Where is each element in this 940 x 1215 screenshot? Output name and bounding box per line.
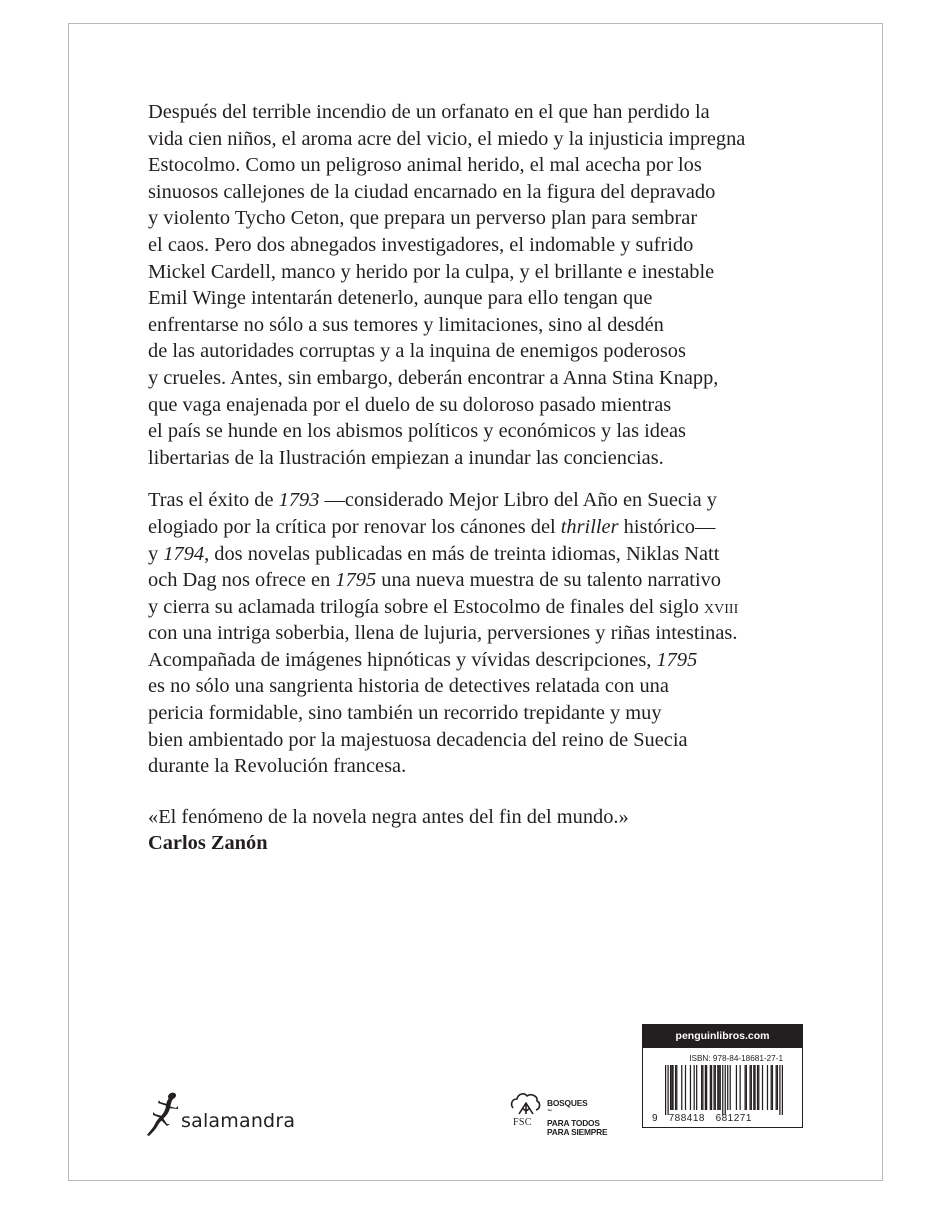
barcode-bar — [730, 1065, 731, 1110]
isbn-number: ISBN: 978-84-18681-27-1 — [689, 1054, 783, 1063]
synopsis-line: vida cien niños, el aroma acre del vicio, el miedo y la injusticia impregna — [148, 127, 746, 150]
barcode-bar — [762, 1065, 763, 1110]
synopsis-line: y violento Tycho Ceton, que prepara un perverso plan para sembrar — [148, 207, 698, 230]
barcode-bar — [767, 1065, 768, 1110]
barcode-bar — [705, 1065, 706, 1110]
synopsis-line: Emil Winge intentarán detenerlo, aunque para ello tengan que — [148, 287, 653, 310]
synopsis-line: Después del terrible incendio de un orfanato en el que han perdido la — [148, 101, 710, 123]
synopsis-line: Estocolmo. Como un peligroso animal herido, el mal acecha por los — [148, 154, 702, 177]
barcode-bar — [670, 1065, 671, 1110]
promo-line — [148, 541, 813, 568]
barcode-bar — [676, 1065, 677, 1110]
publisher-website: penguinlibros.com — [643, 1025, 802, 1048]
paragraph-gap — [148, 471, 813, 487]
century-numeral: xviii — [704, 595, 739, 618]
barcode-bar — [749, 1065, 750, 1110]
barcode-bar — [710, 1065, 711, 1110]
barcode-bar — [675, 1065, 676, 1110]
barcode-bar — [696, 1065, 697, 1110]
barcode-digits-right: 681271 — [715, 1113, 752, 1124]
fsc-mark — [509, 1090, 543, 1130]
barcode-bar — [725, 1065, 726, 1115]
barcode-bar — [776, 1065, 777, 1110]
barcode-bar — [758, 1065, 759, 1110]
barcode-bar — [754, 1065, 755, 1110]
paragraph-gap — [148, 780, 813, 804]
fsc-slogan-word: BOSQUES — [547, 1098, 588, 1108]
barcode-bar — [777, 1065, 778, 1110]
barcode-bar — [771, 1065, 772, 1110]
barcode-bars — [665, 1065, 783, 1115]
barcode-bar — [685, 1065, 686, 1110]
promo-line: durante la Revolución francesa. — [148, 755, 407, 778]
promo-text: histórico— — [618, 515, 716, 538]
barcode-bar — [722, 1065, 723, 1115]
promo-text: y — [148, 542, 164, 565]
publisher-logo — [145, 1091, 295, 1137]
barcode-bar — [779, 1065, 780, 1115]
synopsis-line: de las autoridades corruptas y a la inquina de enemigos poderosos — [148, 340, 686, 363]
barcode-digits — [652, 1113, 802, 1124]
blurb-quote — [148, 804, 813, 857]
synopsis-line: sinuosos callejones de la ciudad encarnado en la figura del depravado — [148, 180, 716, 203]
synopsis-line: libertarias de la Ilustración empiezan a inundar las conciencias. — [148, 446, 664, 469]
promo-line — [148, 567, 813, 594]
barcode-digits-left: 788418 — [668, 1113, 705, 1124]
synopsis-line: Mickel Cardell, manco y herido por la culpa, y el brillante e inestable — [148, 260, 715, 283]
promo-text: , dos novelas publicadas en más de treinta idiomas, Niklas Natt — [204, 542, 720, 565]
quote-text: «El fenómeno de la novela negra antes del fin del mundo.» — [148, 805, 629, 828]
barcode-bar — [746, 1065, 747, 1110]
book-title-1793: 1793 — [278, 489, 320, 512]
synopsis-line: que vaga enajenada por el duelo de su doloroso pasado mientras — [148, 393, 672, 416]
barcode-bar — [744, 1065, 745, 1110]
barcode-bar — [720, 1065, 721, 1110]
book-title-1795: 1795 — [656, 648, 698, 671]
book-title-1795: 1795 — [335, 569, 377, 592]
promo-text: Tras el éxito de — [148, 489, 279, 512]
barcode-bar — [717, 1065, 718, 1110]
genre-term: thriller — [560, 515, 619, 538]
fsc-label: FSC — [513, 1117, 532, 1128]
barcode-bar — [694, 1065, 695, 1110]
barcode-bar — [667, 1065, 668, 1115]
synopsis-line: el país se hunde en los abismos políticos y económicos y las ideas — [148, 420, 686, 443]
promo-line: con una intriga soberbia, llena de lujuria, perversiones y riñas intestinas. — [148, 622, 738, 645]
barcode-bar — [711, 1065, 712, 1110]
promo-line: es no sólo una sangrienta historia de detectives relatada con una — [148, 675, 669, 698]
synopsis-paragraph — [148, 99, 813, 471]
barcode-bar — [715, 1065, 716, 1110]
promo-text: elogiado por la crítica por renovar los cánones del — [148, 515, 561, 538]
barcode-bar — [702, 1065, 703, 1110]
barcode-bar — [753, 1065, 754, 1110]
promo-text: och Dag nos ofrece en — [148, 569, 336, 592]
ean-barcode — [665, 1065, 783, 1115]
barcode-bar — [671, 1065, 672, 1110]
promo-paragraph — [148, 487, 813, 780]
barcode-bar — [665, 1065, 666, 1115]
barcode-bar — [718, 1065, 719, 1110]
fsc-slogan-line — [547, 1099, 607, 1119]
book-title-1794: 1794 — [163, 542, 205, 565]
fsc-logo — [509, 1090, 629, 1137]
barcode-bar — [713, 1065, 714, 1110]
promo-line — [148, 647, 813, 674]
promo-text: una nueva muestra de su talento narrativo — [376, 569, 722, 592]
barcode-bar — [772, 1065, 773, 1110]
salamander-icon — [145, 1091, 181, 1137]
barcode-digit-first: 9 — [652, 1113, 659, 1124]
barcode-bar — [727, 1065, 728, 1110]
promo-line — [148, 514, 813, 541]
barcode-box — [642, 1024, 803, 1128]
promo-text: Acompañada de imágenes hipnóticas y vívidas descripciones, — [148, 648, 657, 671]
synopsis-line: enfrentarse no sólo a sus temores y limitaciones, sino al desdén — [148, 313, 664, 336]
promo-line — [148, 594, 813, 621]
fsc-tree-icon — [509, 1090, 543, 1116]
barcode-bar — [757, 1065, 758, 1110]
synopsis-line: y crueles. Antes, sin embargo, deberán encontrar a Anna Stina Knapp, — [148, 366, 719, 389]
publisher-name: salamandra — [181, 1110, 296, 1132]
barcode-bar — [701, 1065, 702, 1110]
synopsis-line: el caos. Pero dos abnegados investigadores, el indomable y sufrido — [148, 233, 694, 256]
barcode-bar — [736, 1065, 737, 1110]
quote-author: Carlos Zanón — [148, 832, 268, 855]
promo-line: pericia formidable, sino también un recorrido trepidante y muy — [148, 702, 662, 725]
promo-line — [148, 487, 813, 514]
trademark-symbol: ™ — [547, 1109, 552, 1115]
fsc-slogan-line: PARA TODOS — [547, 1117, 600, 1128]
barcode-bar — [706, 1065, 707, 1110]
barcode-bar — [782, 1065, 783, 1115]
fsc-slogan-line: PARA SIEMPRE — [547, 1126, 608, 1137]
promo-text: y cierra su aclamada trilogía sobre el Estocolmo de finales del siglo — [148, 595, 705, 618]
barcode-bar — [690, 1065, 691, 1110]
fsc-slogan — [547, 1099, 607, 1137]
promo-line: bien ambientado por la majestuosa decadencia del reino de Suecia — [148, 728, 688, 751]
barcode-bar — [751, 1065, 752, 1110]
back-cover-text — [148, 99, 813, 857]
barcode-bar — [740, 1065, 741, 1110]
promo-text: —considerado Mejor Libro del Año en Suecia y — [319, 489, 717, 512]
barcode-bar — [681, 1065, 682, 1110]
barcode-bar — [672, 1065, 673, 1110]
